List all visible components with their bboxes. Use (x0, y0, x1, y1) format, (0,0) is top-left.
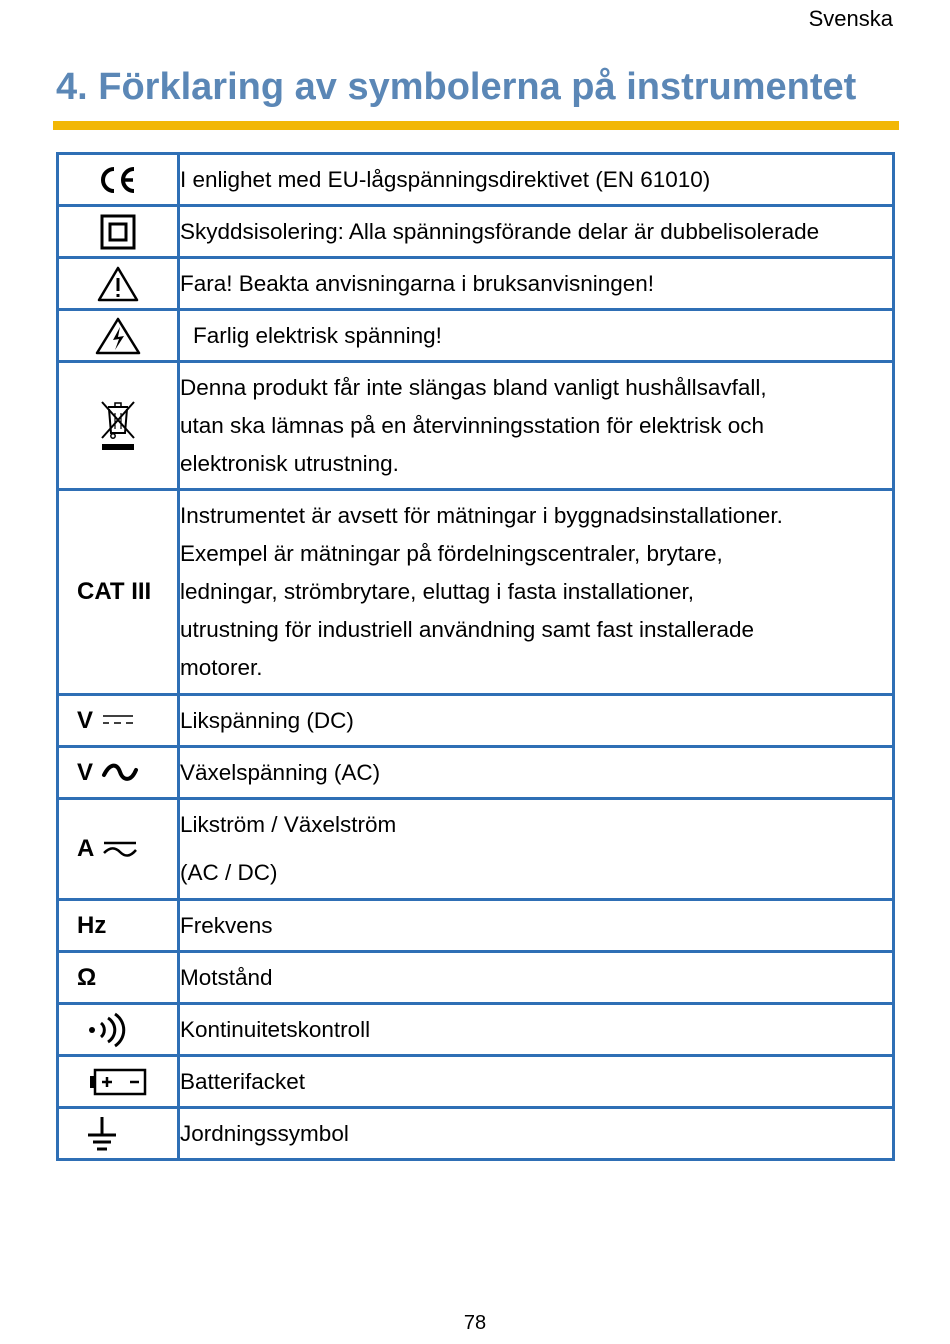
row-text: utan ska lämnas på en återvinningsstation för elektrisk och (180, 412, 765, 438)
row-text: utrustning för industriell användning samt fast installerade (180, 617, 755, 642)
row-text: I enlighet med EU-lågspänningsdirektivet (EN 61010) (180, 166, 711, 192)
row-text: motorer. (180, 655, 263, 680)
table-row (58, 1108, 894, 1160)
row-text: elektronisk utrustning. (180, 450, 399, 476)
table-row (58, 695, 894, 747)
high-voltage-icon (95, 317, 141, 355)
row-text: Likström / Växelström (180, 812, 397, 837)
ground-icon (85, 1115, 119, 1153)
row-text: Batterifacket (180, 1068, 306, 1094)
double-insulation-icon (100, 214, 136, 250)
row-text: Motstånd (180, 964, 273, 990)
table-row (58, 490, 894, 695)
table-row (58, 1056, 894, 1108)
row-text: (AC / DC) (180, 860, 278, 885)
ce-mark-icon (98, 166, 138, 194)
ohm-label: Ω (77, 963, 97, 991)
symbol-table (56, 152, 895, 1161)
row-text: Jordningssymbol (180, 1120, 349, 1146)
ac-icon (101, 762, 139, 784)
row-text: Fara! Beakta anvisningarna i bruksanvisningen! (180, 270, 655, 296)
ampere-label: A (77, 835, 95, 862)
row-text: Kontinuitetskontroll (180, 1016, 371, 1042)
row-text: ledningar, strömbrytare, eluttag i fasta installationer, (180, 579, 695, 604)
page-title: 4. Förklaring av symbolerna på instrumentet (56, 66, 857, 108)
row-text: Växelspänning (AC) (180, 759, 381, 785)
row-text: Likspänning (DC) (180, 707, 354, 733)
hertz-label: Hz (77, 911, 107, 939)
battery-icon (88, 1067, 148, 1097)
title-underline (53, 121, 899, 130)
row-text: Skyddsisolering: Alla spänningsförande delar är dubbelisolerade (180, 218, 820, 244)
table-row (58, 362, 894, 490)
table-row (58, 154, 894, 206)
dc-icon (101, 711, 135, 731)
page-number: 78 (463, 1312, 487, 1334)
volt-label: V (77, 758, 94, 786)
table-row (58, 900, 894, 952)
row-text: Denna produkt får inte slängas bland vanligt hushållsavfall, (180, 374, 767, 400)
row-text: Exempel är mätningar på fördelningscentraler, brytare, (180, 541, 723, 566)
continuity-icon (87, 1012, 127, 1048)
table-row (58, 310, 894, 362)
table-row (58, 206, 894, 258)
table-row (58, 258, 894, 310)
crossed-bin-icon (99, 399, 137, 453)
row-text: Frekvens (180, 912, 273, 938)
table-row (58, 1004, 894, 1056)
cat-rating-label: CAT III (77, 578, 152, 605)
volt-label: V (77, 706, 94, 734)
row-text: Instrumentet är avsett för mätningar i byggnadsinstallationer. (180, 503, 783, 528)
row-text: Farlig elektrisk spänning! (193, 322, 442, 348)
warning-triangle-icon (97, 266, 139, 302)
table-row (58, 952, 894, 1004)
ac-dc-icon (102, 839, 138, 859)
table-row (58, 799, 894, 900)
table-row (58, 747, 894, 799)
header-language: Svenska (808, 6, 893, 31)
